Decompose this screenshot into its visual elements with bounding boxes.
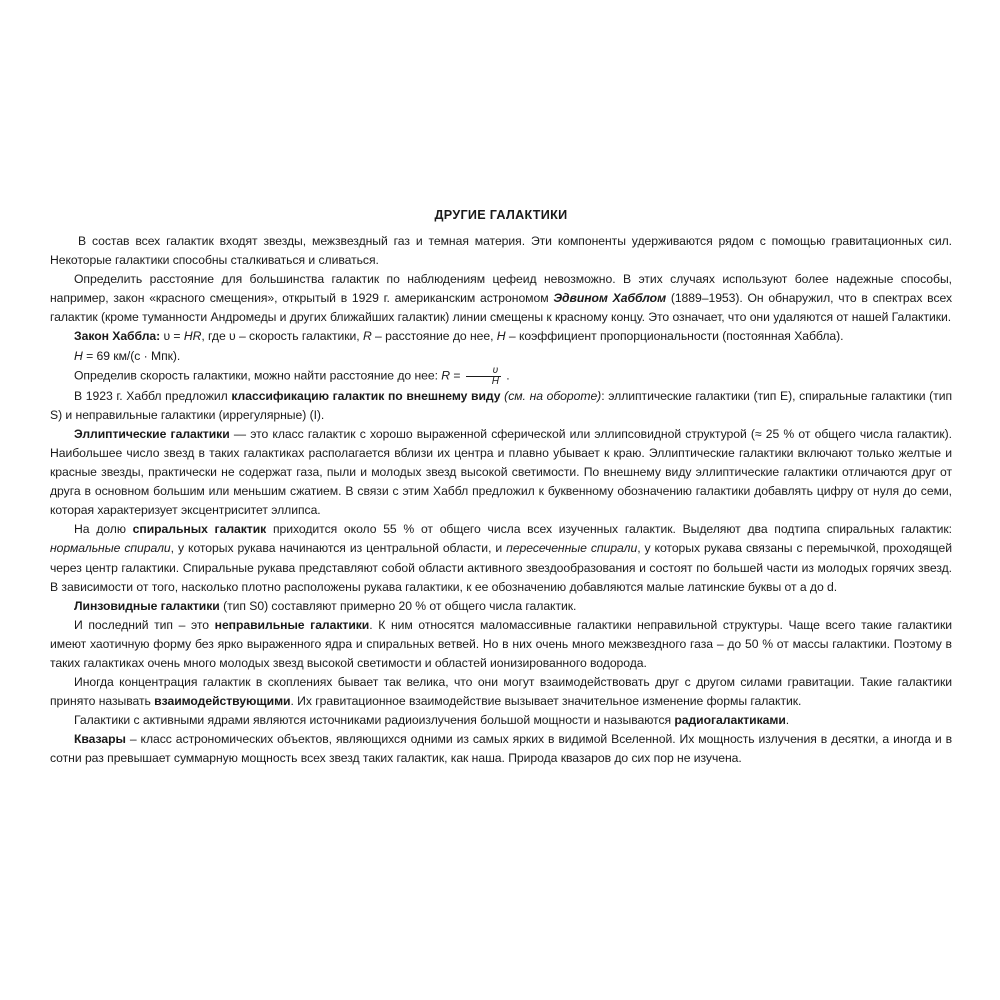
paragraph-intro: В состав всех галактик входят звезды, межзвездный газ и темная материя. Эти компоненты удерживаются рядом с помощью гравитационных сил. Некоторые галактики способны сталкиваться и сливаться. (50, 234, 952, 268)
text: — это класс галактик с хорошо выраженной сферической или эллипсовидной структурой (≈ 25 % от общего числа галактик). Наибольшее число звезд в таких галактиках располагается вблизи их центра и плавно убывает к краю. Эллиптические галактики включают только желтые и красные звезды, практически не содержат газа, пыли и молодых звезд высокой светимости. По внешнему виду эллиптические галактики отличаются друг от друга в основном большим или меньшим сжатием. В связи с этим Хаббл предложил к буквенному обозначению галактики добавлять цифру от нуля до семи, которая характеризует эксцентриситет эллипса. (50, 426, 952, 518)
term-classification: классификацию галактик по внешнему виду (231, 388, 501, 403)
term-interacting: взаимодействующими (154, 694, 291, 709)
term-irregular: неправильные галактики (214, 617, 370, 632)
paragraph-classification (50, 387, 952, 425)
text: : эллиптические галактики (тип E), спиральные галактики (тип S) и неправильные галактики (иррегулярные) (I). (50, 388, 952, 422)
paragraph-quasars (50, 730, 952, 768)
text: = 69 км/(с · Мпк). (82, 348, 181, 363)
page-title: ДРУГИЕ ГАЛАКТИКИ (434, 208, 568, 222)
term-normal-spirals: нормальные спирали (50, 541, 171, 556)
text: υ = (160, 329, 184, 344)
text: И последний тип – это (74, 617, 215, 632)
text: = (450, 368, 464, 383)
paragraph-radio (50, 711, 952, 730)
paragraph-interacting (50, 673, 952, 711)
formula-var: H (74, 348, 83, 363)
text: В 1923 г. Хаббл предложил (74, 388, 232, 403)
paragraph-hubble-value (50, 347, 952, 366)
formula-var: R (362, 329, 372, 344)
formula-var: R (441, 368, 451, 383)
term-quasars: Квазары (74, 732, 126, 747)
text: . К ним относятся маломассивные галактики неправильной структуры. Чаще всего такие галактики имеют хаотичную форму без ярко выраженного ядра и спиральных ветвей. Но в них очень много межзвездного газа – до 50 % от массы галактики. Поэтому в таких галактиках очень много молодых звезд высокой светимости и областей ионизированного водорода. (50, 617, 953, 670)
term-lenticular: Линзовидные галактики (74, 598, 220, 613)
text: Иногда концентрация галактик в скоплениях бывает так велика, что они могут взаимодействовать друг с другом силами гравитации. Такие галактики принято называть (50, 675, 952, 709)
formula-var: H (496, 329, 506, 344)
text: , где υ – скорость галактики, (201, 329, 363, 344)
paragraph-lenticular (50, 597, 952, 616)
term-spiral: спиральных галактик (132, 522, 267, 537)
paragraph-hubble-law (50, 327, 952, 346)
text: , у которых рукава начинаются из центральной области, и (170, 541, 507, 556)
term-barred-spirals: пересеченные спирали (506, 541, 638, 556)
formula-var: HR (183, 329, 202, 344)
paragraph-distance (50, 270, 952, 327)
fraction-denominator: H (491, 375, 499, 387)
text: (тип S0) составляют примерно 20 % от общего числа галактик. (219, 598, 577, 613)
text: . (785, 713, 790, 728)
text: – класс астрономических объектов, являющихся одними из самых ярких в видимой Вселенной. Их мощность излучения в десятки, а иногда и в сотни раз превышает суммарную мощность всех звезд таких галактик, как наша. Природа квазаров до сих пор не изучена. (50, 732, 952, 766)
paragraph-elliptical (50, 425, 952, 520)
text: На долю (74, 522, 133, 537)
fraction-numerator: υ (466, 366, 501, 377)
text: приходится около 55 % от общего числа всех изученных галактик. Выделяют два подтипа спиральных галактик: (266, 522, 953, 537)
text: (1889–1953). Он обнаружил, что в спектрах всех галактик (кроме туманности Андромеды и других ближайших галактик) линии смещены к красному концу. Это означает, что они удаляются от нашей Галактики. (50, 291, 952, 325)
hubble-law-label: Закон Хаббла: (74, 329, 161, 344)
paragraph-distance-formula (50, 366, 952, 387)
fraction (466, 366, 501, 387)
text: . (502, 368, 510, 383)
reference-note: (см. на обороте) (500, 388, 602, 403)
paragraph-irregular (50, 616, 952, 673)
text: Определив скорость галактики, можно найти расстояние до нее: (74, 368, 442, 383)
text: – коэффициент пропорциональности (постоянная Хаббла). (505, 329, 844, 344)
name-hubble: Эдвином Хабблом (553, 291, 667, 306)
text: Определить расстояние для большинства галактик по наблюдениям цефеид невозможно. В этих случаях используют более надежные способы, например, закон «красного смещения», открытый в 1929 г. американским астрономом (50, 272, 952, 306)
term-radio-galaxies: радиогалактиками (674, 713, 786, 728)
text: Галактики с активными ядрами являются источниками радиоизлучения большой мощности и называются (74, 713, 675, 728)
paragraph-spiral (50, 520, 952, 596)
text: , у которых рукава связаны с перемычкой, проходящей через центр галактики. Спиральные рукава представляют собой области активного звездообразования и состоят по большей части из молодых горячих звезд. В зависимости от того, насколько плотно расположены рукава галактики, к ее обозначению добавляются малые латинские буквы от a до d. (50, 541, 953, 594)
text: . Их гравитационное взаимодействие вызывает значительное изменение формы галактик. (290, 694, 802, 709)
term-elliptical: Эллиптические галактики (74, 426, 230, 441)
document-page (50, 205, 952, 769)
text: – расстояние до нее, (371, 329, 497, 344)
